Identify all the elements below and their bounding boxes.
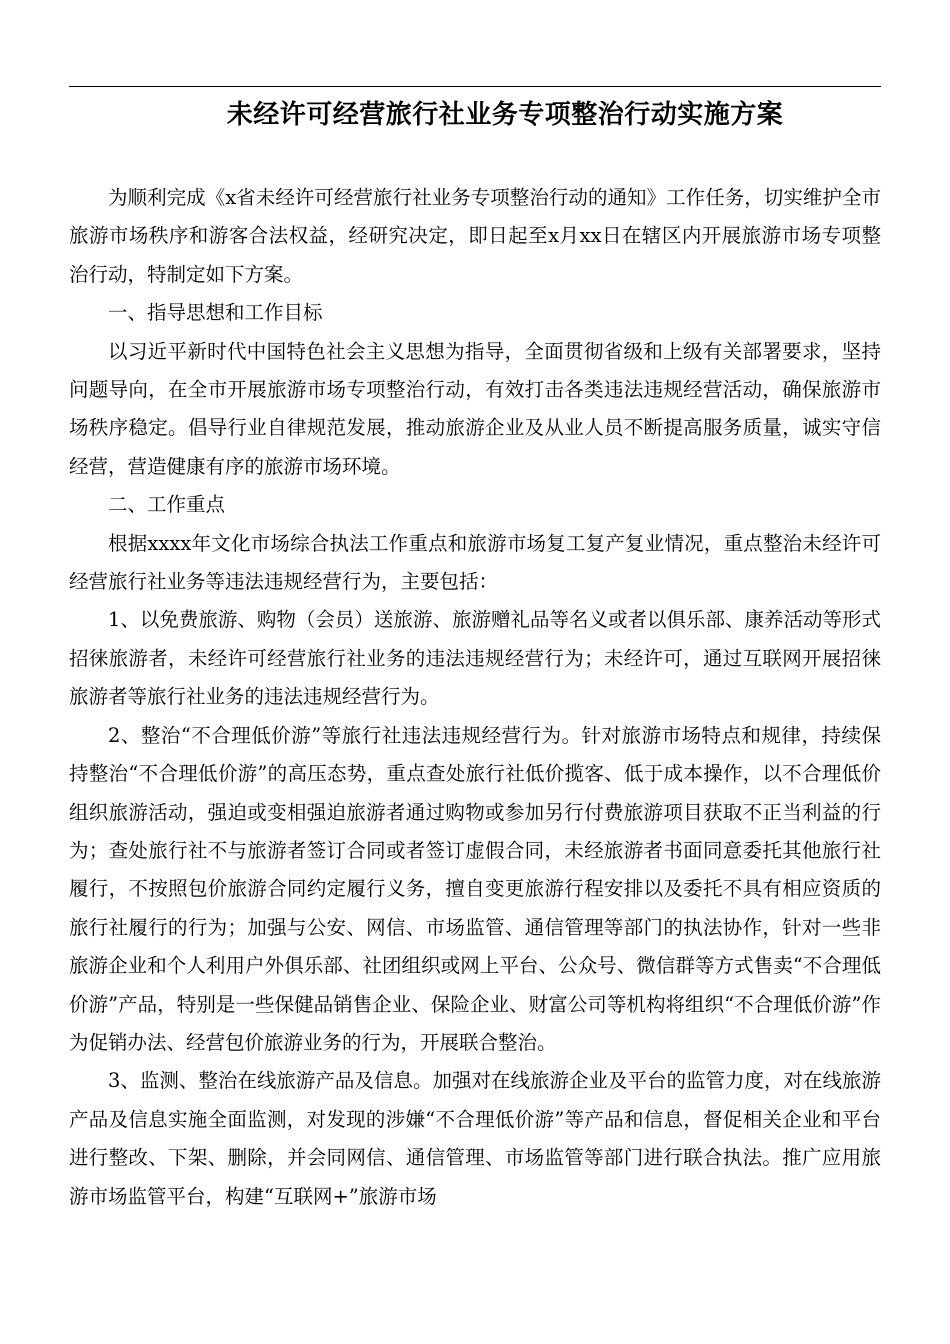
paragraph-item-3: 3、监测、整治在线旅游产品及信息。加强对在线旅游企业及平台的监管力度，对在线旅游产品及信息实施全面监测，对发现的涉嫌“不合理低价游”等产品和信息，督促相关企业和平台进行整改、下架、删除，并会同网信、通信管理、市场监管等部门进行联合执法。推广应用旅游市场监管平台，构建“互联网+”旅游市场 <box>69 1069 881 1208</box>
document-body <box>69 179 881 1216</box>
paragraph-guiding-thought: 以习近平新时代中国特色社会主义思想为指导，全面贯彻省级和上级有关部署要求，坚持问题导向，在全市开展旅游市场专项整治行动，有效打击各类违法违规经营活动，确保旅游市场秩序稳定。倡导行业自律规范发展，推动旅游企业及从业人员不断提高服务质量，诚实守信经营，营造健康有序的旅游市场环境。 <box>69 339 881 478</box>
header-rule <box>69 86 881 87</box>
paragraph-item-2: 2、整治“不合理低价游”等旅行社违法违规经营行为。针对旅游市场特点和规律，持续保持整治“不合理低价游”的高压态势，重点查处旅行社低价揽客、低于成本操作，以不合理低价组织旅游活动，强迫或变相强迫旅游者通过购物或参加另行付费旅游项目获取不正当利益的行为；查处旅行社不与旅游者签订合同或者签订虚假合同，未经旅游者书面同意委托其他旅行社履行，不按照包价旅游合同约定履行义务，擅自变更旅游行程安排以及委托不具有相应资质的旅行社履行的行为；加强与公安、网信、市场监管、通信管理等部门的执法协作，针对一些非旅游企业和个人利用户外俱乐部、社团组织或网上平台、公众号、微信群等方式售卖“不合理低价游”产品，特别是一些保健品销售企业、保险企业、财富公司等机构将组织“不合理低价游”作为促销办法、经营包价旅游业务的行为，开展联合整治。 <box>69 723 881 1054</box>
section-heading-2: 二、工作重点 <box>108 493 226 517</box>
section-heading-1: 一、指导思想和工作目标 <box>108 301 323 325</box>
paragraph-focus-intro: 根据xxxx年文化市场综合执法工作重点和旅游市场复工复产复业情况，重点整治未经许可经营旅行社业务等违法违规经营行为，主要包括： <box>69 531 881 594</box>
document-title: 未经许可经营旅行社业务专项整治行动实施方案 <box>226 100 784 130</box>
paragraph-intro: 为顺利完成《x省未经许可经营旅行社业务专项整治行动的通知》工作任务，切实维护全市旅游市场秩序和游客合法权益，经研究决定，即日起至x月xx日在辖区内开展旅游市场专项整治行动，特制定如下方案。 <box>69 186 881 286</box>
paragraph-item-1: 1、以免费旅游、购物（会员）送旅游、旅游赠礼品等名义或者以俱乐部、康养活动等形式招徕旅游者，未经许可经营旅行社业务的违法违规经营行为；未经许可，通过互联网开展招徕旅游者等旅行社业务的违法违规经营行为。 <box>69 608 881 709</box>
